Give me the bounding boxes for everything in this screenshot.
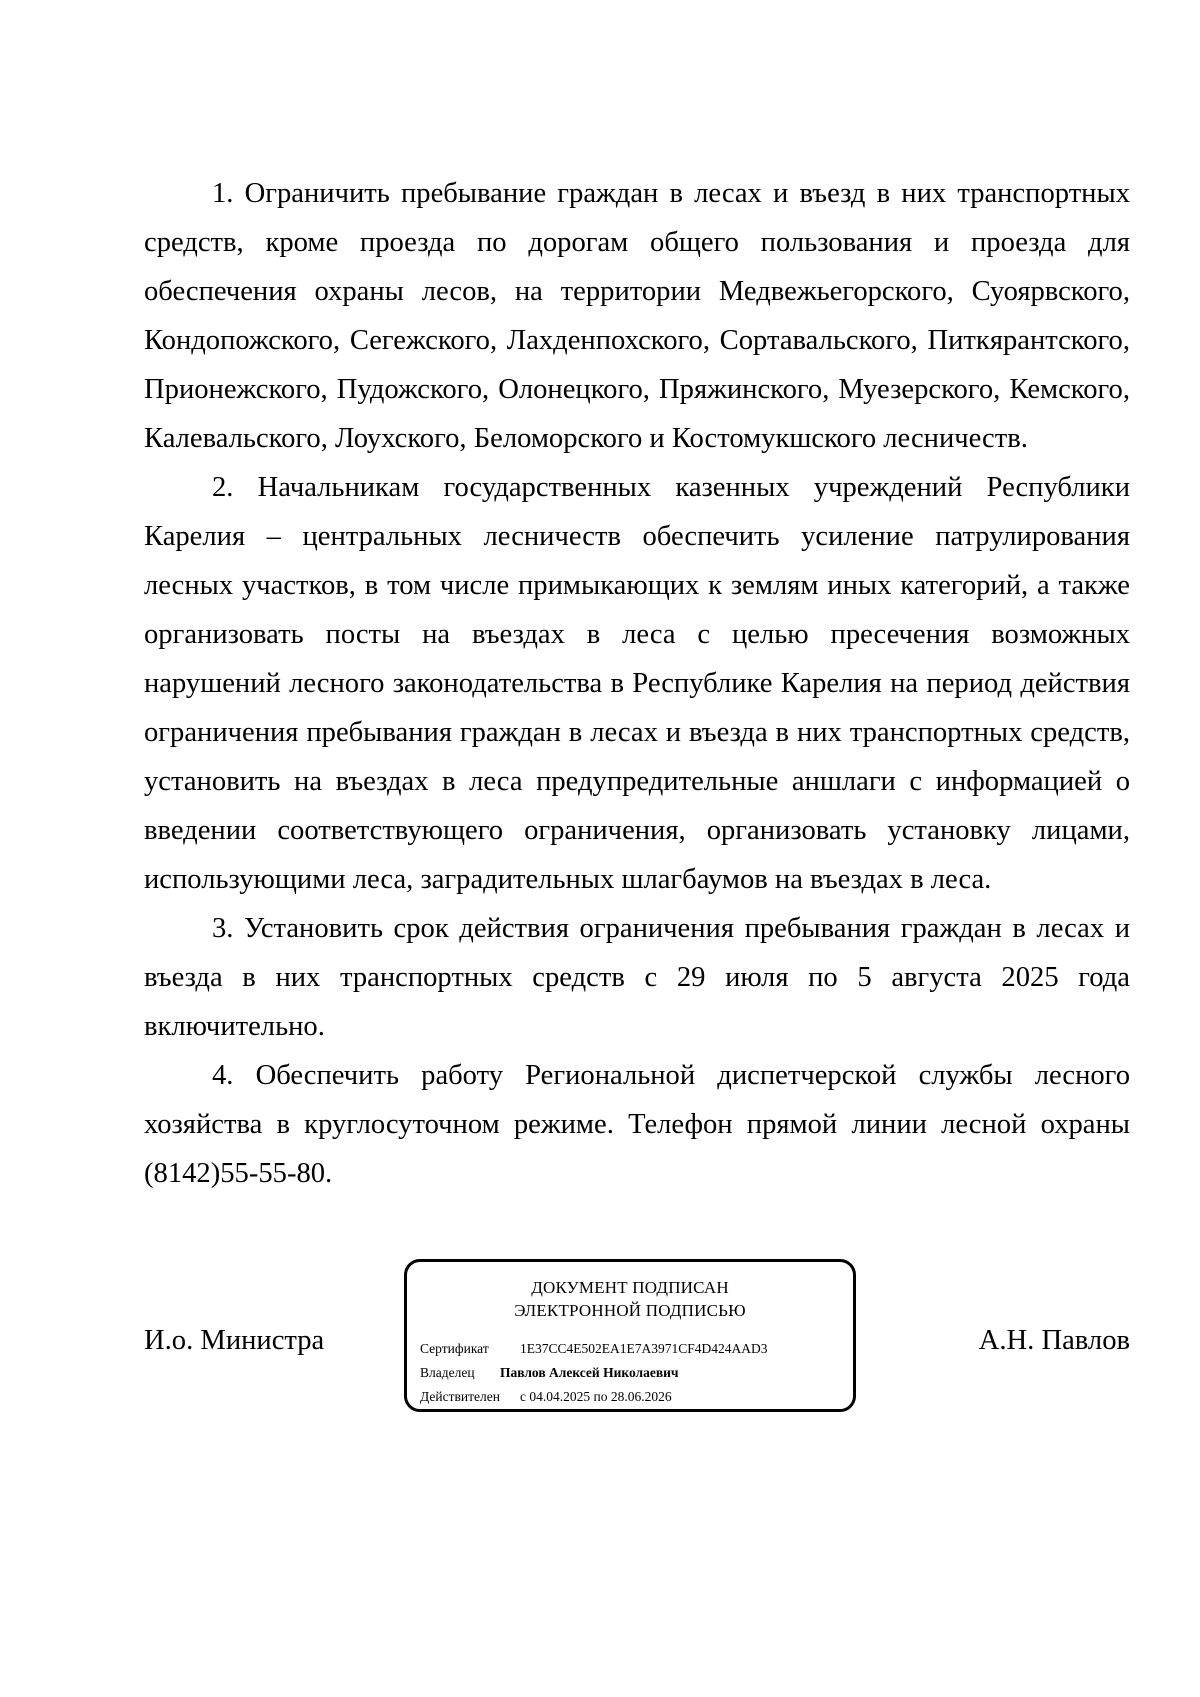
stamp-validity-row [420,1388,672,1406]
owner-value: Павлов Алексей Николаевич [500,1365,679,1380]
paragraph-2: 2. Начальникам государственных казенных учреждений Республики Карелия – центральных лесничеств обеспечить усиление патрулирования лесных участков, в том числе примыкающих к землям иных категорий, а также организовать посты на въездах в леса с целью пресечения возможных нарушений лесного законодательства в Республике Карелия на период действия ограничения пребывания граждан в лесах и въезда в них транспортных средств, установить на въездах в леса предупредительные аншлаги с информацией о введении соответствующего ограничения, организовать установку лицами, использующими леса, заградительных шлагбаумов на въездах в леса. [144,472,1130,895]
stamp-title [407,1276,853,1322]
signature-block [144,1259,1130,1419]
certificate-label: Сертификат [420,1341,489,1356]
paragraph-1: 1. Ограничить пребывание граждан в лесах и въезд в них транспортных средств, кроме проезда по дорогам общего пользования и проезда для обеспечения охраны лесов, на территории Медвежьегорского, Суоярвского, Кондопожского, Сегежского, Лахденпохского, Сортавальского, Питкярантского, Прионежского, Пудожского, Олонецкого, Пряжинского, Муезерского, Кемского, Калевальского, Лоухского, Беломорского и Костомукшского лесничеств. [144,178,1130,454]
stamp-title-line-1: ДОКУМЕНТ ПОДПИСАН [531,1278,729,1297]
paragraph-3: 3. Установить срок действия ограничения пребывания граждан в лесах и въезда в них транспортных средств с 29 июля по 5 августа 2025 года включительно. [144,913,1130,1042]
validity-label: Действителен [420,1389,500,1404]
stamp-owner-row [420,1364,679,1382]
stamp-certificate-row [420,1340,768,1358]
validity-value: с 04.04.2025 по 28.06.2026 [520,1389,672,1404]
signer-position: И.о. Министра [144,1325,325,1356]
signer-name: А.Н. Павлов [978,1325,1130,1356]
stamp-title-line-2: ЭЛЕКТРОННОЙ ПОДПИСЬЮ [514,1301,746,1320]
owner-label: Владелец [420,1365,475,1380]
document-body [144,169,1130,1198]
paragraph-4: 4. Обеспечить работу Региональной диспетчерской службы лесного хозяйства в круглосуточном режиме. Телефон прямой линии лесной охраны (8142)55-55-80. [144,1060,1130,1189]
certificate-value: 1E37CC4E502EA1E7A3971CF4D424AAD3 [520,1341,768,1356]
electronic-signature-stamp [404,1259,856,1412]
